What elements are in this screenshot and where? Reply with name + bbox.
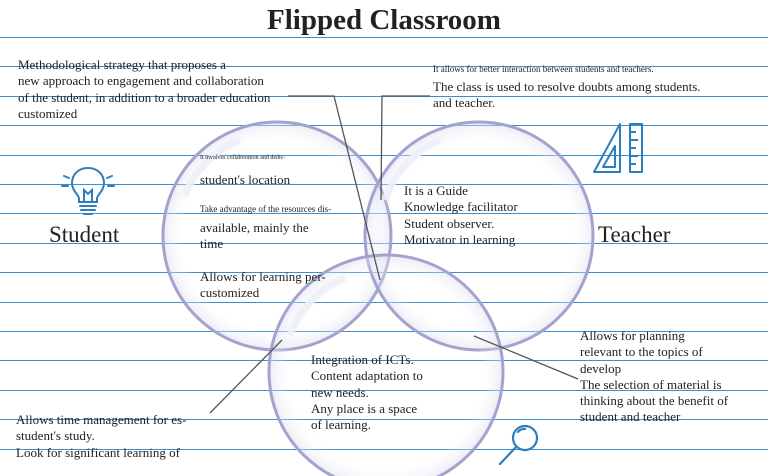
intro-line: customized (18, 105, 78, 121)
bottom-right-line: The selection of material is (580, 376, 722, 392)
top-right-text (433, 65, 723, 111)
bottom-right-text (580, 328, 728, 426)
student-location: student's location (200, 172, 291, 187)
bottom-left-line: Allows time management for es- (16, 412, 187, 427)
top-right-line: The class is used to resolve doubts among students. (433, 78, 701, 94)
overlap-line: Motivator in learning (404, 231, 516, 247)
lightbulb-icon (60, 162, 116, 220)
bottom-left-line: Look for significant learning of (16, 444, 180, 460)
top-right-small-line: It allows for better interaction between students and teachers. (433, 64, 654, 74)
top-right-line: and teacher. (433, 95, 496, 111)
bottom-circle-line: of learning. (311, 417, 371, 432)
overlap-line: Student observer. (404, 215, 495, 231)
overlap-line: It is a Guide (404, 183, 468, 198)
student-learning-line: customized (200, 285, 260, 301)
bottom-circle-text (311, 352, 423, 433)
intro-line: new approach to engagement and collaboration (18, 73, 264, 89)
bottom-circle-line: Content adaptation to (311, 368, 423, 384)
student-learning (200, 269, 326, 302)
student-learning-line: Allows for learning per- (200, 269, 326, 284)
student-label: Student (49, 222, 120, 247)
bottom-circle-line: new needs. (311, 384, 369, 400)
student-micro-line: It involves collaboration and dedic- (200, 155, 286, 161)
bottom-right-line: relevant to the topics of (580, 344, 703, 360)
bottom-right-line: Allows for planning (580, 328, 685, 343)
magnifier-icon (494, 420, 544, 470)
intro-line: of the student, in addition to a broader education (18, 89, 271, 105)
page-title: Flipped Classroom (267, 4, 501, 36)
intro-text (18, 57, 271, 122)
student-resources-line: time (200, 236, 224, 252)
ruler-triangle-icon (590, 120, 648, 176)
overlap-line: Knowledge facilitator (404, 199, 518, 215)
student-resources-small: Take advantage of the resources dis- (200, 204, 332, 214)
teacher-label: Teacher (598, 222, 671, 247)
teacher-overlap-text (404, 183, 518, 248)
bottom-right-line: student and teacher (580, 409, 681, 425)
bottom-circle-line: Integration of ICTs. (311, 352, 414, 367)
bottom-right-line: develop (580, 360, 622, 376)
bottom-circle-line: Any place is a space (311, 400, 418, 416)
student-resources-line: available, mainly the (200, 220, 309, 235)
bottom-left-line: student's study. (16, 428, 95, 444)
intro-line: Methodological strategy that proposes a (18, 57, 226, 72)
student-resources (200, 220, 309, 253)
bottom-left-text (16, 412, 186, 461)
bottom-right-line: thinking about the benefit of (580, 393, 729, 408)
